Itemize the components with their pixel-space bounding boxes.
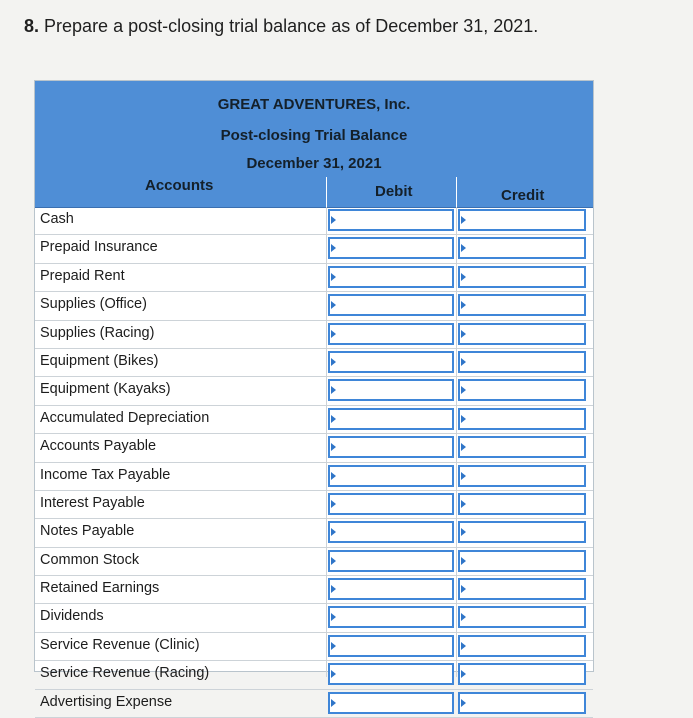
table-row bbox=[35, 292, 593, 320]
caret-right-icon bbox=[331, 415, 336, 423]
credit-input[interactable] bbox=[458, 521, 586, 543]
caret-right-icon bbox=[461, 699, 466, 707]
credit-input[interactable] bbox=[458, 379, 586, 401]
account-name: Cash bbox=[40, 211, 74, 227]
caret-right-icon bbox=[331, 585, 336, 593]
table-row bbox=[35, 661, 593, 689]
caret-right-icon bbox=[331, 670, 336, 678]
caret-right-icon bbox=[331, 244, 336, 252]
table-row bbox=[35, 604, 593, 632]
account-name: Advertising Expense bbox=[40, 693, 173, 710]
caret-right-icon bbox=[461, 670, 466, 678]
statement-date: December 31, 2021 bbox=[35, 151, 593, 177]
credit-input[interactable] bbox=[458, 294, 586, 316]
account-rows bbox=[35, 207, 593, 718]
account-name: Dividends bbox=[40, 608, 104, 625]
caret-right-icon bbox=[461, 330, 466, 338]
debit-input[interactable] bbox=[328, 323, 454, 345]
caret-right-icon bbox=[461, 216, 466, 224]
account-name: Interest Payable bbox=[40, 494, 145, 511]
caret-right-icon bbox=[331, 528, 336, 536]
table-row bbox=[35, 633, 593, 661]
debit-input[interactable] bbox=[328, 294, 454, 316]
credit-input[interactable] bbox=[458, 493, 586, 515]
debit-input[interactable] bbox=[328, 635, 454, 657]
credit-input[interactable] bbox=[458, 351, 586, 373]
account-name: Supplies (Office) bbox=[40, 296, 147, 313]
caret-right-icon bbox=[461, 528, 466, 536]
debit-input[interactable] bbox=[328, 465, 454, 487]
account-name: Prepaid Rent bbox=[40, 267, 125, 284]
caret-right-icon bbox=[461, 415, 466, 423]
caret-right-icon bbox=[331, 358, 336, 366]
credit-input[interactable] bbox=[458, 635, 586, 657]
debit-input[interactable] bbox=[328, 493, 454, 515]
caret-right-icon bbox=[331, 301, 336, 309]
debit-input[interactable] bbox=[328, 521, 454, 543]
credit-input[interactable] bbox=[458, 578, 586, 600]
question-prompt bbox=[24, 16, 538, 37]
account-name: Prepaid Insurance bbox=[40, 239, 158, 256]
table-row bbox=[35, 406, 593, 434]
credit-input[interactable] bbox=[458, 408, 586, 430]
table-row bbox=[35, 434, 593, 462]
account-name: Service Revenue (Racing) bbox=[40, 665, 210, 682]
table-row bbox=[35, 264, 593, 292]
caret-right-icon bbox=[331, 216, 336, 224]
debit-input[interactable] bbox=[328, 436, 454, 458]
caret-right-icon bbox=[331, 557, 336, 565]
column-header-accounts: Accounts bbox=[145, 177, 214, 194]
debit-input[interactable] bbox=[328, 266, 454, 288]
table-row bbox=[35, 519, 593, 547]
caret-right-icon bbox=[461, 642, 466, 650]
credit-input[interactable] bbox=[458, 692, 586, 714]
table-row bbox=[35, 207, 593, 235]
account-name: Supplies (Racing) bbox=[40, 324, 155, 341]
account-name: Equipment (Bikes) bbox=[40, 352, 159, 369]
credit-input[interactable] bbox=[458, 606, 586, 628]
caret-right-icon bbox=[331, 472, 336, 480]
column-divider bbox=[456, 177, 457, 207]
account-name: Equipment (Kayaks) bbox=[40, 381, 171, 398]
caret-right-icon bbox=[461, 358, 466, 366]
account-name: Common Stock bbox=[40, 551, 140, 568]
table-row bbox=[35, 548, 593, 576]
debit-input[interactable] bbox=[328, 663, 454, 685]
account-name: Accounts Payable bbox=[40, 438, 157, 455]
account-name: Notes Payable bbox=[40, 523, 135, 540]
caret-right-icon bbox=[461, 613, 466, 621]
trial-balance-worksheet bbox=[34, 80, 594, 710]
company-name: GREAT ADVENTURES, Inc. bbox=[35, 81, 593, 122]
account-name: Retained Earnings bbox=[40, 580, 160, 597]
table-row bbox=[35, 349, 593, 377]
credit-input[interactable] bbox=[458, 550, 586, 572]
debit-input[interactable] bbox=[328, 606, 454, 628]
caret-right-icon bbox=[331, 443, 336, 451]
caret-right-icon bbox=[331, 386, 336, 394]
credit-input[interactable] bbox=[458, 266, 586, 288]
account-name: Income Tax Payable bbox=[40, 466, 171, 483]
table-row bbox=[35, 690, 593, 718]
account-name: Service Revenue (Clinic) bbox=[40, 636, 200, 653]
caret-right-icon bbox=[331, 642, 336, 650]
caret-right-icon bbox=[461, 386, 466, 394]
debit-input[interactable] bbox=[328, 692, 454, 714]
caret-right-icon bbox=[461, 443, 466, 451]
credit-input[interactable] bbox=[458, 436, 586, 458]
caret-right-icon bbox=[461, 500, 466, 508]
debit-input[interactable] bbox=[328, 408, 454, 430]
table-row bbox=[35, 235, 593, 263]
account-name: Accumulated Depreciation bbox=[40, 409, 210, 426]
credit-input[interactable] bbox=[458, 323, 586, 345]
caret-right-icon bbox=[331, 699, 336, 707]
table-row bbox=[35, 377, 593, 405]
debit-input[interactable] bbox=[328, 351, 454, 373]
caret-right-icon bbox=[461, 557, 466, 565]
column-header-row bbox=[35, 177, 593, 208]
caret-right-icon bbox=[331, 330, 336, 338]
credit-input[interactable] bbox=[458, 663, 586, 685]
table-row bbox=[35, 321, 593, 349]
debit-input[interactable] bbox=[328, 578, 454, 600]
debit-input[interactable] bbox=[328, 237, 454, 259]
caret-right-icon bbox=[461, 244, 466, 252]
table-row bbox=[35, 576, 593, 604]
caret-right-icon bbox=[331, 613, 336, 621]
column-divider bbox=[326, 177, 327, 207]
caret-right-icon bbox=[331, 500, 336, 508]
table-row bbox=[35, 463, 593, 491]
debit-input[interactable] bbox=[328, 379, 454, 401]
caret-right-icon bbox=[461, 301, 466, 309]
column-header-credit: Credit bbox=[501, 187, 545, 204]
question-number: 8. bbox=[24, 16, 40, 36]
credit-input[interactable] bbox=[458, 237, 586, 259]
statement-title: Post-closing Trial Balance bbox=[35, 121, 593, 152]
credit-input[interactable] bbox=[458, 465, 586, 487]
debit-input[interactable] bbox=[328, 209, 454, 231]
caret-right-icon bbox=[461, 472, 466, 480]
column-header-debit: Debit bbox=[375, 183, 413, 200]
caret-right-icon bbox=[461, 273, 466, 281]
table-row bbox=[35, 491, 593, 519]
caret-right-icon bbox=[331, 273, 336, 281]
debit-input[interactable] bbox=[328, 550, 454, 572]
credit-input[interactable] bbox=[458, 209, 586, 231]
caret-right-icon bbox=[461, 585, 466, 593]
question-text: Prepare a post-closing trial balance as of December 31, 2021. bbox=[44, 16, 539, 36]
